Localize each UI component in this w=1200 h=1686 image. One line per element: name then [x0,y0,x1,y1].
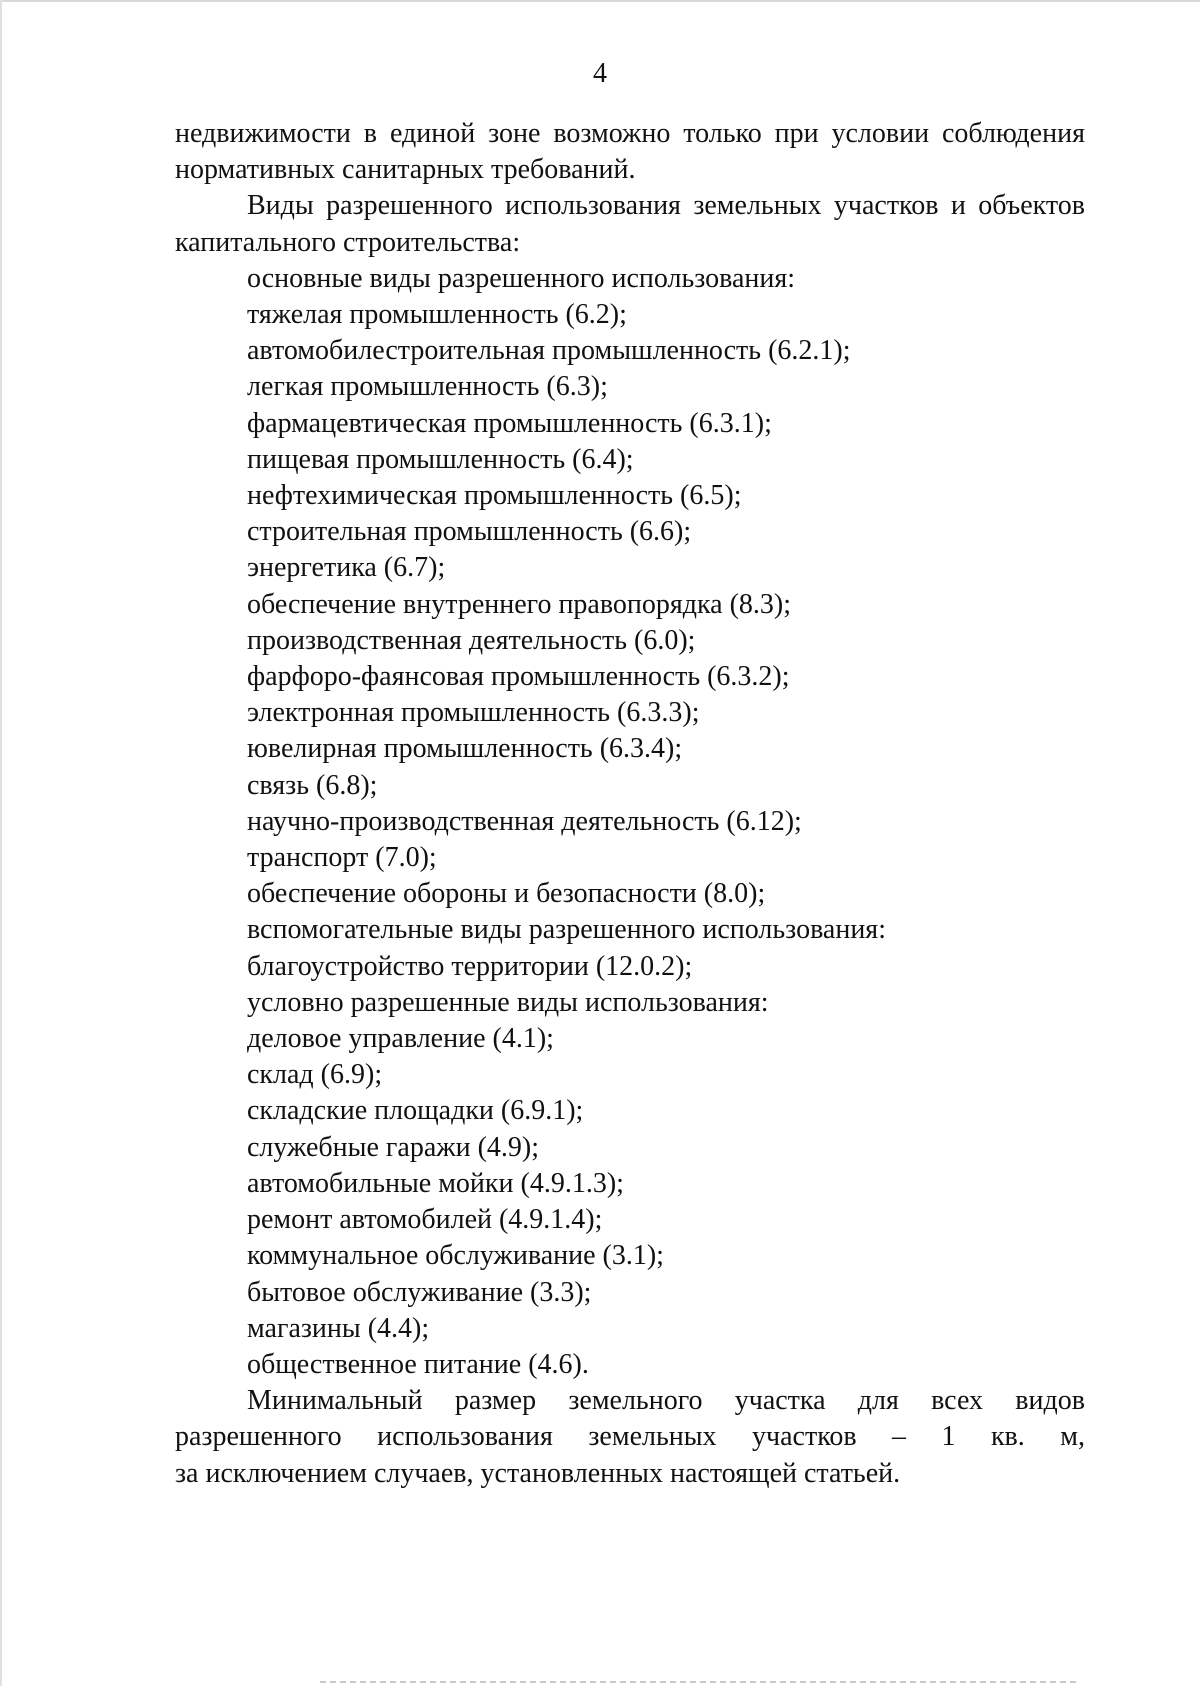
word: земельного [568,1385,703,1417]
word: участков [752,1421,857,1453]
list-item: коммунальное обслуживание (3.1); [247,1240,664,1272]
list-item: строительная промышленность (6.6); [247,516,692,548]
list-item: склад (6.9); [247,1059,383,1091]
list-item: обеспечение обороны и безопасности (8.0); [247,878,766,910]
word: видов [1015,1385,1085,1417]
heading-line-1 [175,188,1085,224]
word: разрешенного [326,190,493,222]
word: разрешенного [175,1421,342,1453]
word: размер [454,1385,537,1417]
list-item: электронная промышленность (6.3.3); [247,697,700,729]
list-item: легкая промышленность (6.3); [247,371,608,403]
list-item: транспорт (7.0); [247,842,437,874]
word: объектов [978,190,1085,222]
list-item: нефтехимическая промышленность (6.5); [247,480,742,512]
word: участков [833,190,939,222]
page-number: 4 [593,58,607,89]
list-item: ремонт автомобилей (4.9.1.4); [247,1204,603,1236]
list-item: производственная деятельность (6.0); [247,624,696,656]
list-item: благоустройство территории (12.0.2); [247,950,693,982]
list-item: основные виды разрешенного использования: [247,262,796,294]
scan-edge-bottom [320,1681,1080,1683]
list-item: складские площадки (6.9.1); [247,1095,584,1127]
list-item: фарфоро-фаянсовая промышленность (6.3.2); [247,661,790,693]
word: всех [931,1385,984,1417]
closing-line-3: за исключением случаев, установленных настоящей статьей. [175,1457,901,1489]
word: возможно [553,118,671,149]
continuation-line-1 [175,116,1085,152]
list-item: фармацевтическая промышленность (6.3.1); [247,407,772,439]
word: для [857,1385,899,1417]
list-item: деловое управление (4.1); [247,1023,554,1055]
minimum-size-paragraph [175,1383,1085,1492]
list-item: автомобилестроительная промышленность (6.2.1); [247,335,851,367]
list-item: связь (6.8); [247,769,378,801]
word: только [683,118,762,149]
word: единой [389,118,476,149]
continuation-line-2: нормативных санитарных требований. [175,154,636,186]
list-item: магазины (4.4); [247,1312,430,1344]
list-item: энергетика (6.7); [247,552,446,584]
permitted-uses-heading [175,188,1085,260]
word: земельных [588,1421,717,1453]
word: соблюдения [941,118,1085,149]
scan-edge-left [0,0,2,1686]
document-body [175,116,1085,1492]
list-item: автомобильные мойки (4.9.1.3); [247,1167,624,1199]
continuation-paragraph [175,116,1085,188]
word: Виды [247,190,314,222]
list-item: пищевая промышленность (6.4); [247,443,634,475]
word: использования [505,190,681,222]
word: в [363,118,378,149]
list-item: обеспечение внутреннего правопорядка (8.3); [247,588,792,620]
word: и [950,190,966,222]
word: м, [1060,1421,1085,1453]
closing-line-1 [175,1383,1085,1419]
list-item: вспомогательные виды разрешенного использования: [247,914,886,946]
word: – [892,1421,907,1453]
word: недвижимости [175,118,351,149]
word: кв. [990,1421,1025,1453]
word: Минимальный [247,1385,423,1417]
list-item: общественное питание (4.6). [247,1348,589,1380]
word: участка [734,1385,826,1417]
word: 1 [941,1421,956,1453]
closing-line-2 [175,1419,1085,1455]
word: при [774,118,819,149]
word: использования [377,1421,553,1453]
permitted-uses-list [175,261,1085,1383]
word: земельных [693,190,822,222]
list-item: служебные гаражи (4.9); [247,1131,540,1163]
list-item: научно-производственная деятельность (6.12); [247,805,802,837]
list-item: тяжелая промышленность (6.2); [247,299,627,331]
list-item: бытовое обслуживание (3.3); [247,1276,592,1308]
word: условии [831,118,930,149]
word: зоне [488,118,541,149]
heading-line-2: капитального строительства: [175,226,521,258]
list-item: условно разрешенные виды использования: [247,986,769,1018]
list-item: ювелирная промышленность (6.3.4); [247,733,683,765]
scan-edge-top [0,0,1200,2]
